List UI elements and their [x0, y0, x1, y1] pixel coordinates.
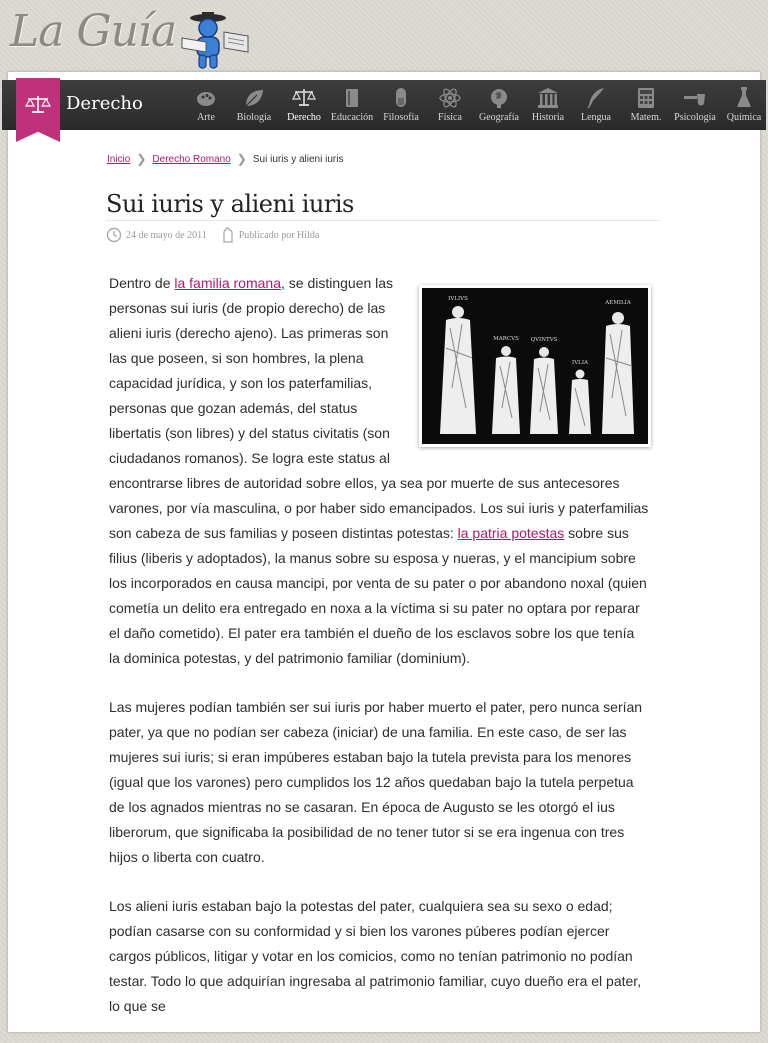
- figure-label-qvintvs: QVINTVS: [530, 337, 558, 343]
- quill-icon: [584, 86, 608, 110]
- nav-item-educacion[interactable]: Educación: [328, 86, 376, 128]
- article-body: [109, 271, 649, 1043]
- mascot-reading-icon: [168, 8, 250, 70]
- nav-item-lengua[interactable]: Lengua: [578, 86, 614, 128]
- breadcrumb: [107, 152, 343, 166]
- atom-icon: [438, 86, 462, 110]
- scales-icon: [292, 86, 316, 110]
- nav-item-arte[interactable]: Arte: [190, 86, 222, 128]
- chevron-right-icon: ❯: [236, 152, 247, 166]
- nav-item-derecho[interactable]: Derecho: [284, 86, 324, 128]
- book-icon: [340, 86, 364, 110]
- pipe-icon: [683, 86, 707, 110]
- scales-icon: [25, 94, 51, 116]
- calculator-icon: [634, 86, 658, 110]
- section-title: Derecho: [66, 93, 143, 114]
- author-meta: [221, 227, 320, 243]
- figure-label-ivlia: IVLIA: [572, 360, 588, 366]
- breadcrumb-home-link[interactable]: Inicio: [107, 153, 131, 165]
- leaf-icon: [242, 86, 266, 110]
- pawn-icon: [389, 86, 413, 110]
- globe-icon: [487, 86, 511, 110]
- figure-label-aemilia: AEMILIA: [605, 300, 631, 306]
- figure-label-marcvs: MARCVS: [493, 336, 519, 342]
- flask-icon: [732, 86, 756, 110]
- chevron-right-icon: ❯: [136, 152, 147, 166]
- palette-icon: [194, 86, 218, 110]
- paragraph-3: Los alieni iuris estaban bajo la potestas del pater, cualquiera sea su sexo o edad; podían casarse con su conformidad y si bien los varones púberes podían ejercer cargos públicos, litigar y votar en los comicios, como no tenían patrimonio no podían testar. Todo lo que adquirían ingresaba al patrimonio familiar, cuyo dueño era el pater, lo que se: [109, 898, 642, 1014]
- article-meta: [106, 227, 319, 243]
- figure-label-ivlivs: IVLIVS: [448, 296, 468, 302]
- paragraph-2: Las mujeres podían también ser sui iuris por haber muerto el pater, pero nunca serían pater, ya que no podían ser cabeza (iniciar) de una familia. En este caso, de ser las mujeres sui iuris; si eran impúberes estaban bajo la tutela prevista para los menores (igual que los varones) pero cumplidos los 12 años quedaban bajo la tutela perpetua de los agnados mientras no se casaran. En época de Augusto se les otorgó el ius liberorum, que significaba la posibilidad de no tener tutor si se era ingenua con tres hijos o liberta con cuatro.: [109, 699, 643, 865]
- nav-item-historia[interactable]: Historia: [528, 86, 568, 128]
- title-divider: [106, 220, 660, 221]
- breadcrumb-current: Sui iuris y alieni iuris: [252, 153, 344, 165]
- nav-item-biologia[interactable]: Biología: [234, 86, 274, 128]
- logo-text: La Guía: [10, 6, 177, 57]
- clock-icon: [106, 227, 122, 243]
- breadcrumb-category-link[interactable]: Derecho Romano: [152, 153, 231, 165]
- site-logo[interactable]: [10, 2, 310, 72]
- author-name: Publicado por Hilda: [238, 229, 320, 241]
- roman-family-illustration: [422, 288, 648, 444]
- article-title: Sui iuris y alieni iuris: [106, 190, 354, 218]
- nav-item-matematicas[interactable]: Matem.: [626, 86, 666, 128]
- nav-item-fisica[interactable]: Física: [434, 86, 466, 128]
- roman-family-figure[interactable]: [419, 285, 651, 447]
- nav-item-psicologia[interactable]: Psicología: [672, 86, 718, 128]
- publish-date: 24 de mayo de 2011: [126, 229, 207, 241]
- hand-icon: [221, 227, 235, 243]
- link-familia-romana[interactable]: la familia romana: [174, 275, 281, 291]
- nav-item-quimica[interactable]: Química: [722, 86, 766, 128]
- nav-item-geografia[interactable]: Geografía: [476, 86, 522, 128]
- nav-item-filosofia[interactable]: Filosofía: [380, 86, 422, 128]
- link-patria-potestas[interactable]: la patria potestas: [457, 525, 565, 541]
- columns-icon: [536, 86, 560, 110]
- paragraph-1: Dentro de la familia romana, se distinguen las personas sui iuris (de propio derecho) de las alieni iuris (derecho ajeno). Las primeras son las que poseen, si son hombres, la plena capacidad jurídica, y son los paterfamilias, personas que gozan además, del status libertatis (son libres) y del status civitatis (son ciudadanos romanos). Se logra este status al encontrarse libres de autoridad sobre ellos, ya sea por muerte de sus antecesores varones, por vía masculina, o por haber sido emancipados. Los sui iuris y paterfamilias son cabeza de sus familias y poseen distintas potestas: la patria potestas sobre sus filius (liberis y adoptados), la manus sobre su esposa y nueras, y el mancipium sobre los incorporados en causa mancipi, por venta de su pater o por abandono noxal (quien cometía un delito era entregado en noxa a la víctima si su pater no optara por reparar el daño cometido). El pater era también el dueño de los esclavos sobre los que tenía la dominica potestas, y del patrimonio familiar (dominium).: [109, 275, 649, 666]
